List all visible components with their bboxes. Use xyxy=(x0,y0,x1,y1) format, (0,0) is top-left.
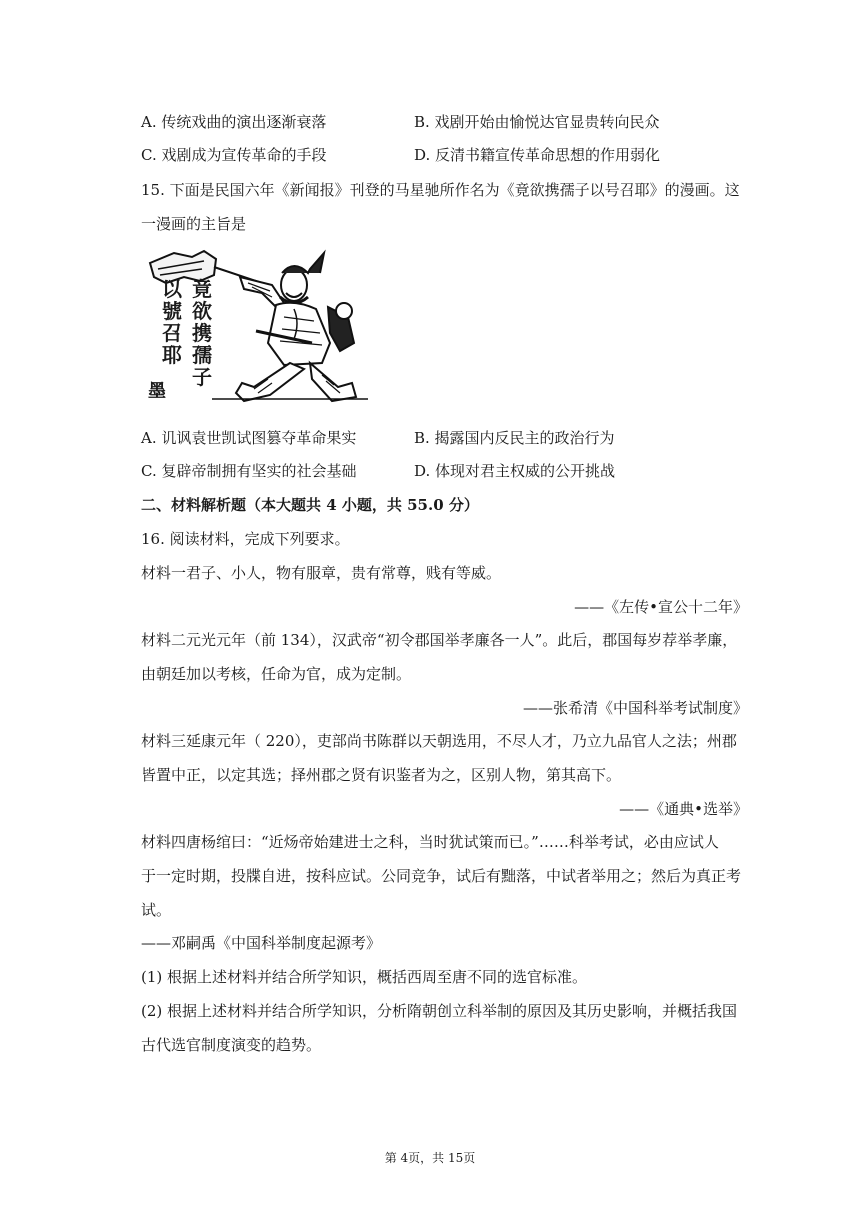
material-1: 材料一君子、小人，物有服章，贵有常尊，贱有等威。 xyxy=(141,564,502,582)
cartoon-title-col2: 以號召耶 xyxy=(162,277,182,367)
material-4-line3: 试。 xyxy=(141,901,172,919)
requirement-2-line2: 古代选官制度演变的趋势。 xyxy=(141,1036,322,1054)
section-heading: 二、材料解析题（本大题共 4 小题，共 55.0 分） xyxy=(141,496,479,514)
material-3-source: ——《通典•选举》 xyxy=(619,800,748,818)
cartoon-seal: 墨 xyxy=(148,381,166,402)
material-3-line1: 材料三延康元年（ 220），吏部尚书陈群以天朝选用，不尽人才，乃立九品官人之法；州郡 xyxy=(141,732,737,750)
requirement-2-line1: (2) 根据上述材料并结合所学知识，分析隋朝创立科举制的原因及其历史影响，并概括我国 xyxy=(141,1002,738,1020)
material-2-line1: 材料二元光元年（前 134），汉武帝“初令郡国举孝廉各一人”。此后，郡国每岁荐举孝廉， xyxy=(141,631,738,649)
material-1-source: ——《左传•宣公十二年》 xyxy=(574,598,748,616)
cartoon-title-col1: 竟欲携孺子 xyxy=(192,277,212,389)
q14-option-b: B. 戏剧开始由愉悦达官显贵转向民众 xyxy=(414,113,660,131)
q15-option-a: A. 讥讽袁世凯试图篡夺革命果实 xyxy=(141,429,357,447)
material-2-source: ——张希清《中国科举考试制度》 xyxy=(522,699,748,717)
page-number: 第 4页，共 15页 xyxy=(384,1151,476,1165)
q15-stem-line2: 一漫画的主旨是 xyxy=(141,215,247,233)
q15-option-c: C. 复辟帝制拥有坚实的社会基础 xyxy=(141,462,357,480)
material-4-line2: 于一定时期，投牒自进，按科应试。公同竞争，试后有黜落，中试者举用之；然后为真正考 xyxy=(141,867,742,885)
q14-option-a: A. 传统戏曲的演出逐渐衰落 xyxy=(141,113,327,131)
q15-option-b: B. 揭露国内反民主的政治行为 xyxy=(414,429,615,447)
material-4-source: ——邓嗣禹《中国科举制度起源考》 xyxy=(141,934,382,952)
material-2-line2: 由朝廷加以考核，任命为官，成为定制。 xyxy=(141,665,412,683)
requirement-1: (1) 根据上述材料并结合所学知识，概括西周至唐不同的选官标准。 xyxy=(141,968,588,986)
material-4-line1: 材料四唐杨绾曰：“近炀帝始建进士之科，当时犹试策而已。”……科举考试，必由应试人 xyxy=(141,833,719,851)
q14-option-c: C. 戏剧成为宣传革命的手段 xyxy=(141,146,327,164)
q16-stem: 16. 阅读材料，完成下列要求。 xyxy=(141,530,350,548)
material-3-line2: 皆置中正，以定其选；择州郡之贤有识鉴者为之，区别人物，第其高下。 xyxy=(141,766,622,784)
q15-stem-line1: 15. 下面是民国六年《新闻报》刊登的马星驰所作名为《竟欲携孺子以号召耶》的漫画。这 xyxy=(141,181,740,199)
q15-option-d: D. 体现对君主权威的公开挑战 xyxy=(414,462,616,480)
q14-option-d: D. 反清书籍宣传革命思想的作用弱化 xyxy=(414,146,661,164)
